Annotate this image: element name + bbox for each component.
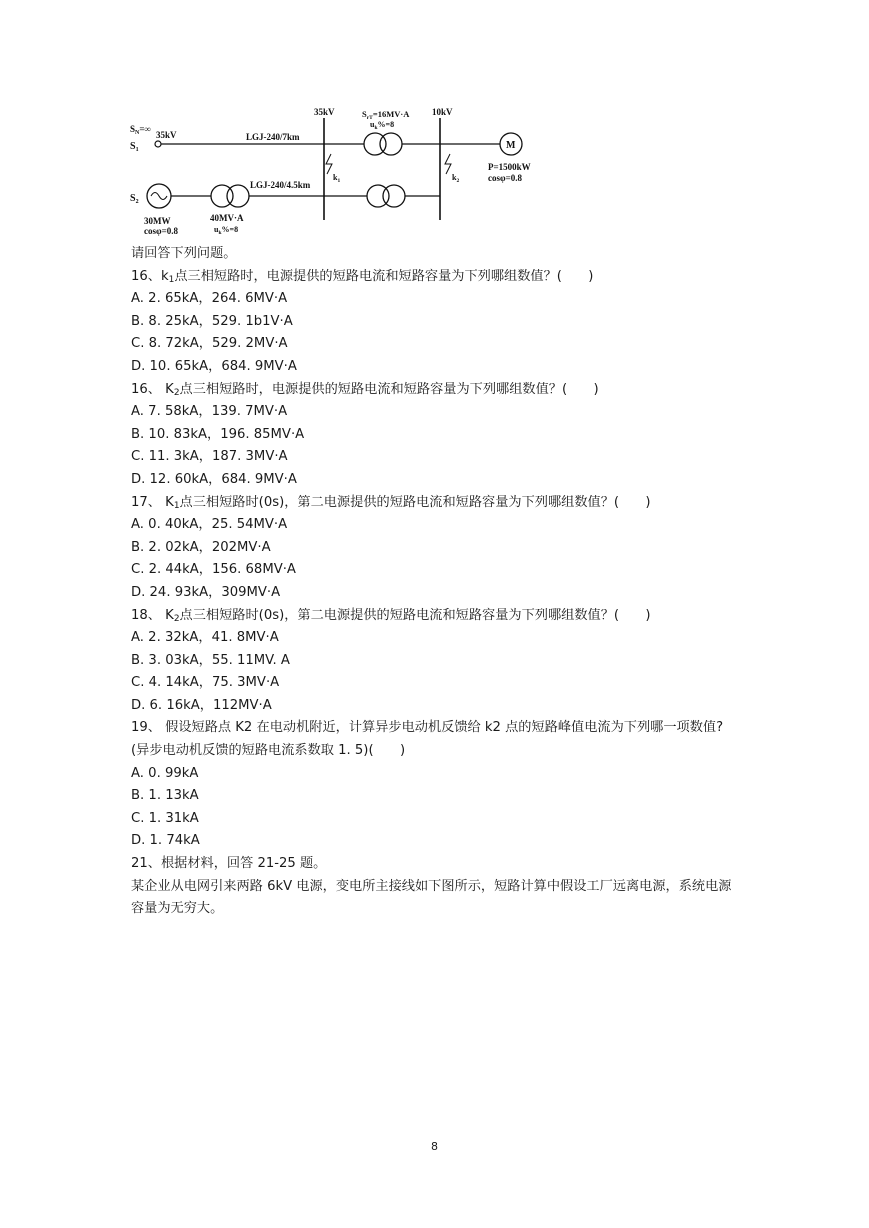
generator-cos-label: cosφ=0.8 bbox=[144, 226, 178, 236]
q16a-option-a: A. 2. 65kA，264. 6MV·A bbox=[131, 291, 288, 307]
intro-text: 请回答下列问题。 bbox=[131, 246, 237, 261]
q17-option-d: D. 24. 93kA，309MV·A bbox=[131, 584, 281, 600]
q17-option-a: A. 0. 40kA，25. 54MV·A bbox=[131, 517, 288, 533]
svg-text:k1: $k_1$ bbox=[333, 173, 341, 184]
q16b-option-c: C. 11. 3kA，187. 3MV·A bbox=[131, 449, 288, 465]
fault-k1-icon bbox=[326, 154, 332, 174]
material-text: 某企业从电网引来两路 6kV 电源，变电所主接线如下图所示，短路计算中假设工厂远离电源，系统电源容量为无穷大。 bbox=[131, 878, 732, 917]
t2-rating-label: 40MV·A bbox=[210, 213, 244, 223]
svg-text:SrT=16MV·A: $S_{rT}=16MV\cdot A$ bbox=[362, 109, 410, 121]
q18-option-c: C. 4. 14kA，75. 3MV·A bbox=[131, 675, 280, 691]
svg-text:k2: $k_2$ bbox=[452, 173, 460, 184]
s1-terminal-icon bbox=[155, 141, 161, 147]
q16b-option-a: A. 7. 58kA，139. 7MV·A bbox=[131, 404, 288, 420]
motor-cos-label: cosφ=0.8 bbox=[488, 173, 522, 183]
svg-text:S2: $S_2$ bbox=[130, 193, 139, 205]
q18-option-d: D. 6. 16kA，112MV·A bbox=[131, 697, 272, 713]
question-17: 17、 $K_1$点三相短路时(0s)，第二电源提供的短路电流和短路容量为下列哪组数值？( ) bbox=[131, 494, 651, 511]
svg-text:uk%=8: $u_k\%=8$ bbox=[214, 225, 239, 236]
svg-text:uk%=8: $u_k\%=8$ bbox=[370, 120, 395, 131]
q19-option-a: A. 0. 99kA bbox=[131, 765, 199, 781]
svg-text:SN=∞: $S_N=\infty$ bbox=[130, 124, 151, 136]
circuit-diagram bbox=[126, 104, 558, 236]
q16a-option-b: B. 8. 25kA，529. 1b1V·A bbox=[131, 313, 293, 329]
q16a-option-c: C. 8. 72kA，529. 2MV·A bbox=[131, 336, 288, 352]
generator-power-label: 30MW bbox=[144, 216, 171, 226]
q19-option-d: D. 1. 74kA bbox=[131, 833, 200, 849]
line1-label: LGJ-240/7km bbox=[246, 132, 300, 142]
question-16b: 16、 $K_2$点三相短路时，电源提供的短路电流和短路容量为下列哪组数值？( ) bbox=[131, 381, 599, 398]
question-18: 18、 $K_2$点三相短路时(0s)，第二电源提供的短路电流和短路容量为下列哪组数值？( ) bbox=[131, 607, 651, 624]
q17-option-b: B. 2. 02kA，202MV·A bbox=[131, 539, 271, 555]
q18-option-b: B. 3. 03kA，55. 11MV. A bbox=[131, 652, 290, 668]
svg-text:M: M bbox=[506, 140, 516, 151]
q16a-option-d: D. 10. 65kA，684. 9MV·A bbox=[131, 358, 297, 374]
question-16a: 16、$k_1$点三相短路时，电源提供的短路电流和短路容量为下列哪组数值？( ) bbox=[131, 268, 594, 285]
q18-option-a: A. 2. 32kA，41. 8MV·A bbox=[131, 630, 279, 646]
bus-35kv-label: 35kV bbox=[314, 107, 335, 117]
motor-power-label: P=1500kW bbox=[488, 162, 531, 172]
q16b-option-d: D. 12. 60kA，684. 9MV·A bbox=[131, 471, 297, 487]
bus-10kv-label: 10kV bbox=[432, 107, 453, 117]
q19-option-b: B. 1. 13kA bbox=[131, 788, 199, 804]
question-19: 19、 假设短路点 K2 在电动机附近，计算异步电动机反馈给 k2 点的短路峰值电流为下列哪一项数值?(异步电动机反馈的短路电流系数取 1. 5)( ) bbox=[131, 720, 724, 759]
document-body bbox=[131, 243, 741, 921]
svg-text:S1: $S_1$ bbox=[130, 141, 139, 153]
fault-k2-icon bbox=[445, 154, 451, 174]
q19-option-c: C. 1. 31kA bbox=[131, 810, 199, 826]
s1-voltage-label: 35kV bbox=[156, 130, 177, 140]
line2-label: LGJ-240/4.5km bbox=[250, 180, 311, 190]
q16b-option-b: B. 10. 83kA，196. 85MV·A bbox=[131, 426, 305, 442]
page-number: 8 bbox=[431, 1140, 438, 1153]
q17-option-c: C. 2. 44kA，156. 68MV·A bbox=[131, 562, 296, 578]
question-21: 21、根据材料，回答 21-25 题。 bbox=[131, 856, 327, 872]
